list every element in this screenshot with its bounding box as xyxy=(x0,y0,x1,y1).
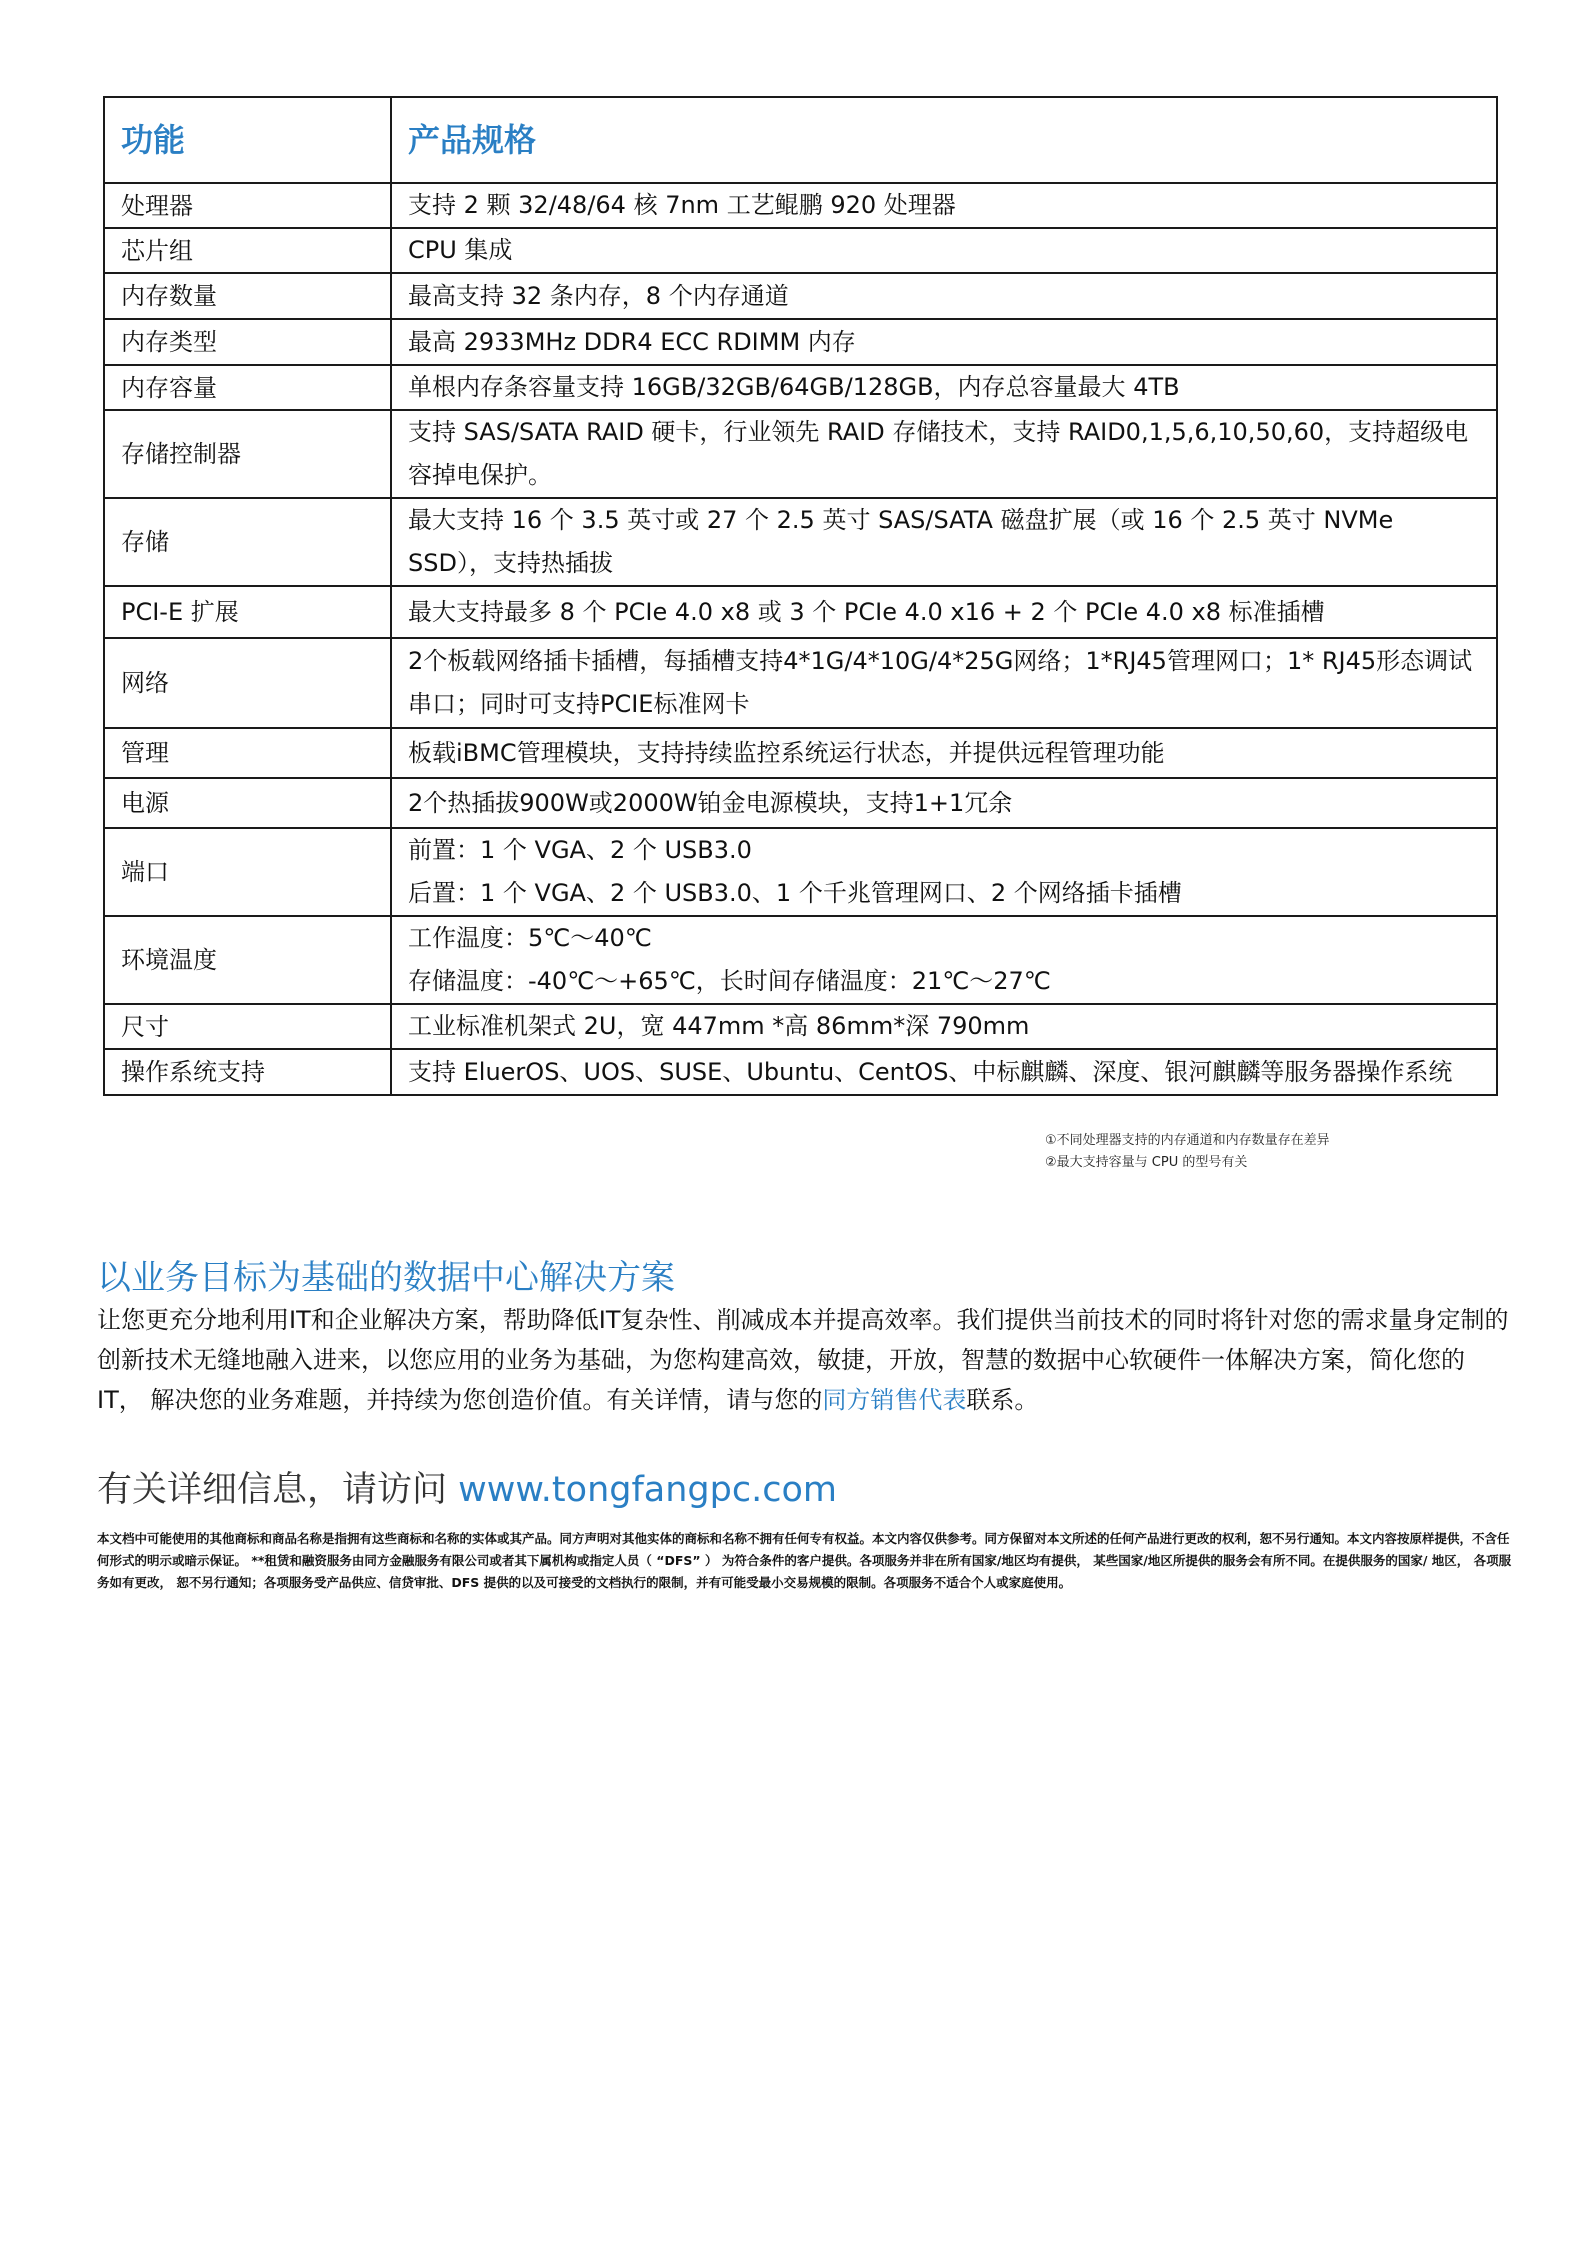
table-row xyxy=(104,183,1497,228)
feature-cell: 尺寸 xyxy=(104,1004,391,1049)
spec-table-body xyxy=(104,183,1497,1095)
spec-cell xyxy=(391,273,1497,319)
feature-cell: 处理器 xyxy=(104,183,391,228)
feature-cell: 环境温度 xyxy=(104,916,391,1004)
spec-line: 2个热插拔900W或2000W铂金电源模块，支持1+1冗余 xyxy=(408,788,1013,817)
section-title: 以业务目标为基础的数据中心解决方案 xyxy=(97,1258,675,1298)
spec-cell xyxy=(391,228,1497,273)
spec-line: 板载iBMC管理模块，支持持续监控系统运行状态，并提供远程管理功能 xyxy=(408,738,1165,767)
table-row xyxy=(104,778,1497,828)
footnote: ②最大支持容量与 CPU 的型号有关 xyxy=(1045,1155,1248,1170)
spec-cell xyxy=(391,183,1497,228)
table-row xyxy=(104,728,1497,778)
spec-cell xyxy=(391,586,1497,638)
spec-line: 最大支持最多 8 个 PCIe 4.0 x8 或 3 个 PCIe 4.0 x16 + 2 个 PCIe 4.0 x8 标准插槽 xyxy=(408,597,1325,626)
spec-table xyxy=(103,96,1498,1096)
table-row xyxy=(104,586,1497,638)
table-row xyxy=(104,638,1497,728)
header-spec: 产品规格 xyxy=(391,97,1497,183)
header-feature: 功能 xyxy=(104,97,391,183)
footnote: ①不同处理器支持的内存通道和内存数量存在差异 xyxy=(1045,1133,1330,1148)
feature-cell: PCI-E 扩展 xyxy=(104,586,391,638)
feature-cell: 内存数量 xyxy=(104,273,391,319)
feature-cell: 存储 xyxy=(104,498,391,586)
table-row xyxy=(104,410,1497,498)
feature-cell: 端口 xyxy=(104,828,391,916)
spec-cell xyxy=(391,1004,1497,1049)
spec-line: 工业标准机架式 2U，宽 447mm *高 86mm*深 790mm xyxy=(408,1012,1030,1040)
footnotes xyxy=(1045,1130,1330,1174)
table-row xyxy=(104,498,1497,586)
section-body xyxy=(97,1300,1509,1420)
disclaimer: 本文档中可能使用的其他商标和商品名称是指拥有这些商标和名称的实体或其产品。同方声明对其他实体的商标和名称不拥有任何专有权益。本文内容仅供参考。同方保留对本文所述的任何产品进行更改的权利，恕不另行通知。本文内容按原样提供，不含任何形式的明示或暗示保证。 **租赁和融资服务由同方金融服务有限公司或者其下属机构或指定人员（ “DFS” ） 为符合条件的客户提供。各项服务并非在所有国家/地区均有提供， 某些国家/地区所提供的服务会有所不同。在提供服务的国家/ 地区， 各项服务如有更改， 恕不另行通知；各项服务受产品供应、信贷审批、DFS 提供的以及可接受的文档执行的限制，并有可能受最小交易规模的限制。各项服务不适合个人或家庭使用。 xyxy=(97,1531,1512,1590)
feature-cell: 存储控制器 xyxy=(104,410,391,498)
spec-line: 支持 SAS/SATA RAID 硬卡，行业领先 RAID 存储技术，支持 RAID0,1,5,6,10,50,60，支持超级电容掉电保护。 xyxy=(408,418,1469,489)
spec-line: 存储温度：-40℃～+65℃，长时间存储温度：21℃～27℃ xyxy=(408,967,1051,995)
sales-rep-link[interactable]: 同方销售代表 xyxy=(822,1386,967,1414)
table-row xyxy=(104,365,1497,410)
section-body-tail: 联系。 xyxy=(966,1386,1039,1414)
spec-cell xyxy=(391,778,1497,828)
table-header-row xyxy=(104,97,1497,183)
spec-line: 单根内存条容量支持 16GB/32GB/64GB/128GB，内存总容量最大 4TB xyxy=(408,373,1180,401)
spec-line: 最高支持 32 条内存，8 个内存通道 xyxy=(408,281,789,310)
feature-cell: 内存类型 xyxy=(104,319,391,365)
spec-cell xyxy=(391,1049,1497,1095)
table-row xyxy=(104,1004,1497,1049)
feature-cell: 操作系统支持 xyxy=(104,1049,391,1095)
feature-cell: 电源 xyxy=(104,778,391,828)
table-row xyxy=(104,828,1497,916)
spec-line: 前置：1 个 VGA、2 个 USB3.0 xyxy=(408,836,752,864)
spec-line: CPU 集成 xyxy=(408,236,513,264)
feature-cell: 管理 xyxy=(104,728,391,778)
spec-cell xyxy=(391,828,1497,916)
feature-cell: 内存容量 xyxy=(104,365,391,410)
table-row xyxy=(104,1049,1497,1095)
spec-cell xyxy=(391,365,1497,410)
feature-cell: 网络 xyxy=(104,638,391,728)
website-link[interactable]: www.tongfangpc.com xyxy=(458,1470,837,1510)
table-row xyxy=(104,319,1497,365)
spec-line: 支持 2 颗 32/48/64 核 7nm 工艺鲲鹏 920 处理器 xyxy=(408,191,956,219)
spec-line: 最大支持 16 个 3.5 英寸或 27 个 2.5 英寸 SAS/SATA 磁盘扩展（或 16 个 2.5 英寸 NVMe SSD），支持热插拔 xyxy=(408,506,1394,577)
spec-cell xyxy=(391,410,1497,498)
spec-line: 后置：1 个 VGA、2 个 USB3.0、1 个千兆管理网口、2 个网络插卡插槽 xyxy=(408,879,1182,907)
spec-line: 最高 2933MHz DDR4 ECC RDIMM 内存 xyxy=(408,327,856,356)
spec-cell xyxy=(391,916,1497,1004)
visit-line xyxy=(97,1462,837,1512)
table-row xyxy=(104,916,1497,1004)
table-row xyxy=(104,228,1497,273)
spec-cell xyxy=(391,498,1497,586)
spec-line: 支持 EluerOS、UOS、SUSE、Ubuntu、CentOS、中标麒麟、深度、银河麒麟等服务器操作系统 xyxy=(408,1057,1453,1086)
spec-cell xyxy=(391,319,1497,365)
spec-line: 工作温度：5℃～40℃ xyxy=(408,924,652,952)
visit-label: 有关详细信息，请访问 xyxy=(97,1470,459,1510)
table-row xyxy=(104,273,1497,319)
spec-cell xyxy=(391,638,1497,728)
feature-cell: 芯片组 xyxy=(104,228,391,273)
spec-line: 2个板载网络插卡插槽，每插槽支持4*1G/4*10G/4*25G网络；1*RJ45管理网口；1* RJ45形态调试串口；同时可支持PCIE标准网卡 xyxy=(408,647,1473,718)
section-body-text: 让您更充分地利用IT和企业解决方案，帮助降低IT复杂性、削减成本并提高效率。我们提供当前技术的同时将针对您的需求量身定制的创新技术无缝地融入进来，以您应用的业务为基础，为您构建高效，敏捷，开放，智慧的数据中心软硬件一体解决方案，简化您的IT， 解决您的业务难题，并持续为您创造价值。有关详情，请与您的 xyxy=(97,1306,1509,1414)
spec-cell xyxy=(391,728,1497,778)
